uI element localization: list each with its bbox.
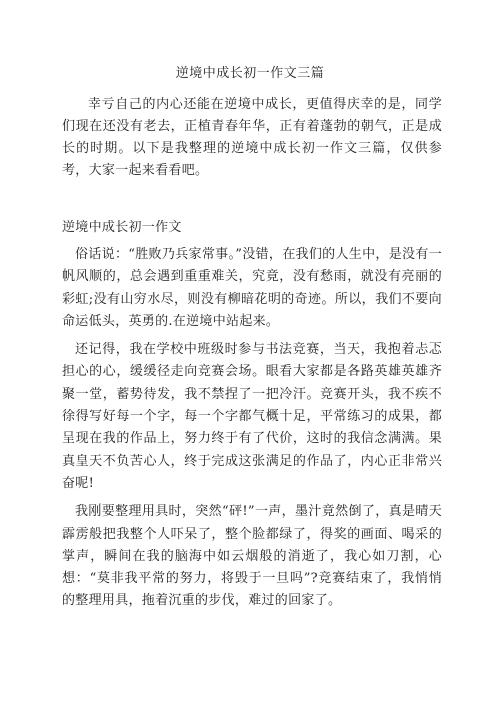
essay-paragraph-3: 我刚要整理用具时，突然“砰!”一声，墨汁竟然倒了，真是晴天霹雳般把我整个人吓呆了，整个脸都绿了，得奖的画面、喝采的掌声，瞬间在我的脑海中如云烟般的消逝了，我心如刀割，心想：“莫非我平常的努力，将毁于一旦吗”?竞赛结束了，我悄悄的整理用具，拖着沉重的步伐，难过的回家了。 bbox=[62, 504, 442, 609]
essay-paragraph-1: 俗话说：“胜败乃兵家常事。”没错，在我们的人生中，是没有一帆风顺的，总会遇到重重难关，究竟，没有愁雨，就没有亮丽的彩虹;没有山穷水尽，则没有柳暗花明的奇迹。所以，我们不要向命运低头，英勇的.在逆境中站起来。 bbox=[62, 247, 442, 329]
section-title: 逆境中成长初一作文 bbox=[62, 220, 182, 235]
essay-body bbox=[62, 244, 442, 619]
intro-paragraph: 幸亏自己的内心还能在逆境中成长，更值得庆幸的是，同学们现在还没有老去，正植青春年华，正有着蓬勃的朝气，正是成长的时期。以下是我整理的逆境中成长初一作文三篇，仅供参考，大家一起来看看吧。 bbox=[62, 97, 442, 178]
essay-paragraph-2: 还记得，我在学校中班级时参与书法竞赛，当天，我抱着忐忑担心的心，缓缓径走向竞赛会场。眼看大家都是各路英雄英雄齐聚一堂，蓄势待发，我不禁捏了一把冷汗。竞赛开头，我不疾不徐得写好每一个字，每一个字都气概十足，平常练习的成果，都呈现在我的作品上，努力终于有了代价，这时的我信念满满。果真皇天不负苦心人，终于完成这张满足的作品了，内心正非常兴奋呢! bbox=[62, 342, 442, 491]
document-title: 逆境中成长初一作文三篇 bbox=[175, 66, 325, 81]
